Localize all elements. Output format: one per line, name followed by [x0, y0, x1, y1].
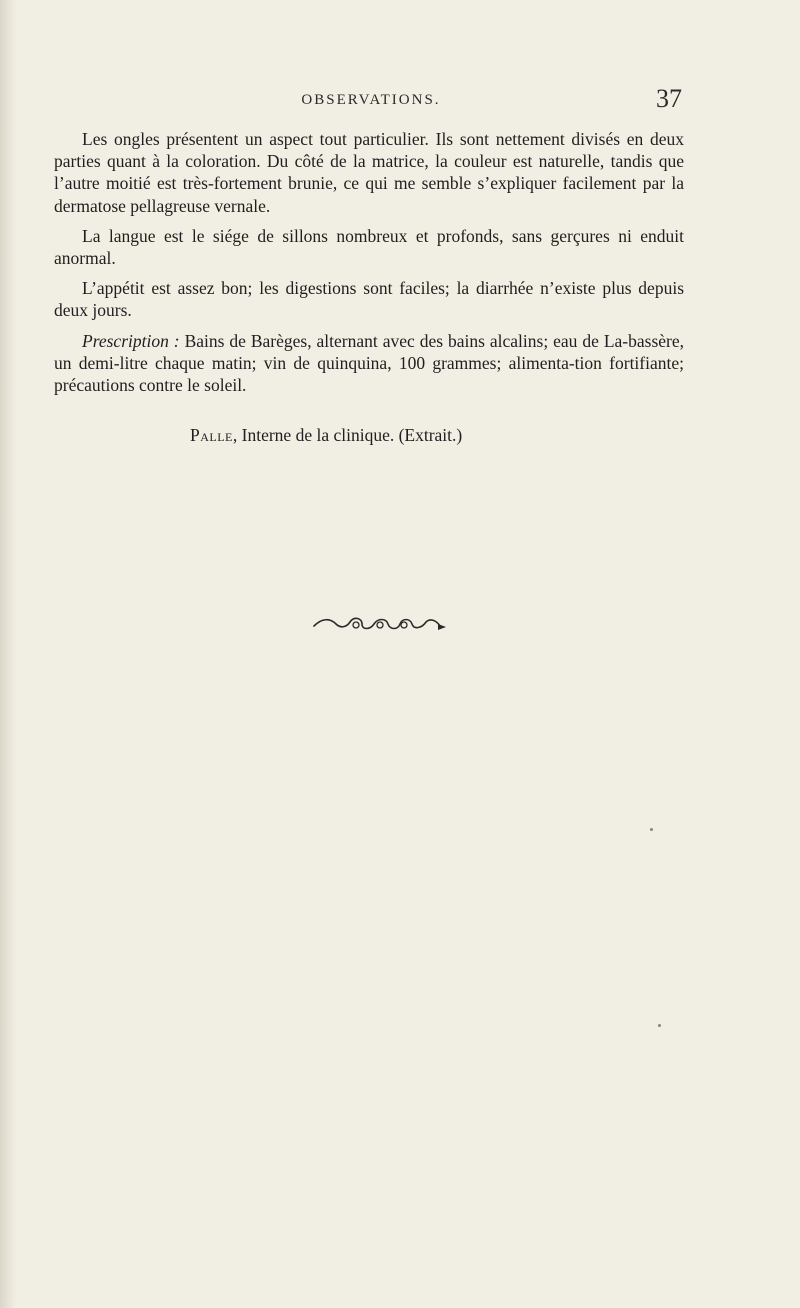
signature-line [190, 425, 462, 446]
paragraph-appetite: L’appétit est assez bon; les digestions sont faciles; la diarrhée n’existe plus depuis deux jours. [54, 278, 684, 321]
paper-speck [650, 828, 653, 831]
paragraph-tongue: La langue est le siége de sillons nombreux et profonds, sans gerçures ni enduit anormal. [54, 225, 684, 269]
paragraph-nails: Les ongles présentent un aspect tout particulier. Ils sont nettement divisés en deux parties quant à la coloration. Du côté de la matrice, la couleur est naturelle, tandis que l’autre moitié est très-fortement brunie, ce qui me semble s’expliquer facilement par la dermatose pellagreuse vernale. [54, 129, 684, 216]
running-title: OBSERVATIONS. [301, 92, 441, 108]
page-number: 37 [656, 84, 682, 113]
prescription-text: Bains de Barèges, alternant avec des bains alcalins; eau de La-bassère, un demi-litre chaque matin; vin de quinquina, 100 grammes; alimenta-tion fortifiante; précautions contre le soleil. [54, 330, 684, 396]
author-role: , Interne de la clinique. (Extrait.) [232, 425, 463, 445]
paragraph-prescription [54, 330, 684, 397]
author-name: Palle [190, 425, 233, 445]
paper-speck [658, 1024, 661, 1027]
page-gutter-shadow [0, 0, 16, 1308]
running-head [60, 86, 682, 116]
body-text [54, 128, 684, 404]
prescription-label: Prescription : [82, 330, 180, 351]
ornament-divider-icon [312, 614, 448, 636]
